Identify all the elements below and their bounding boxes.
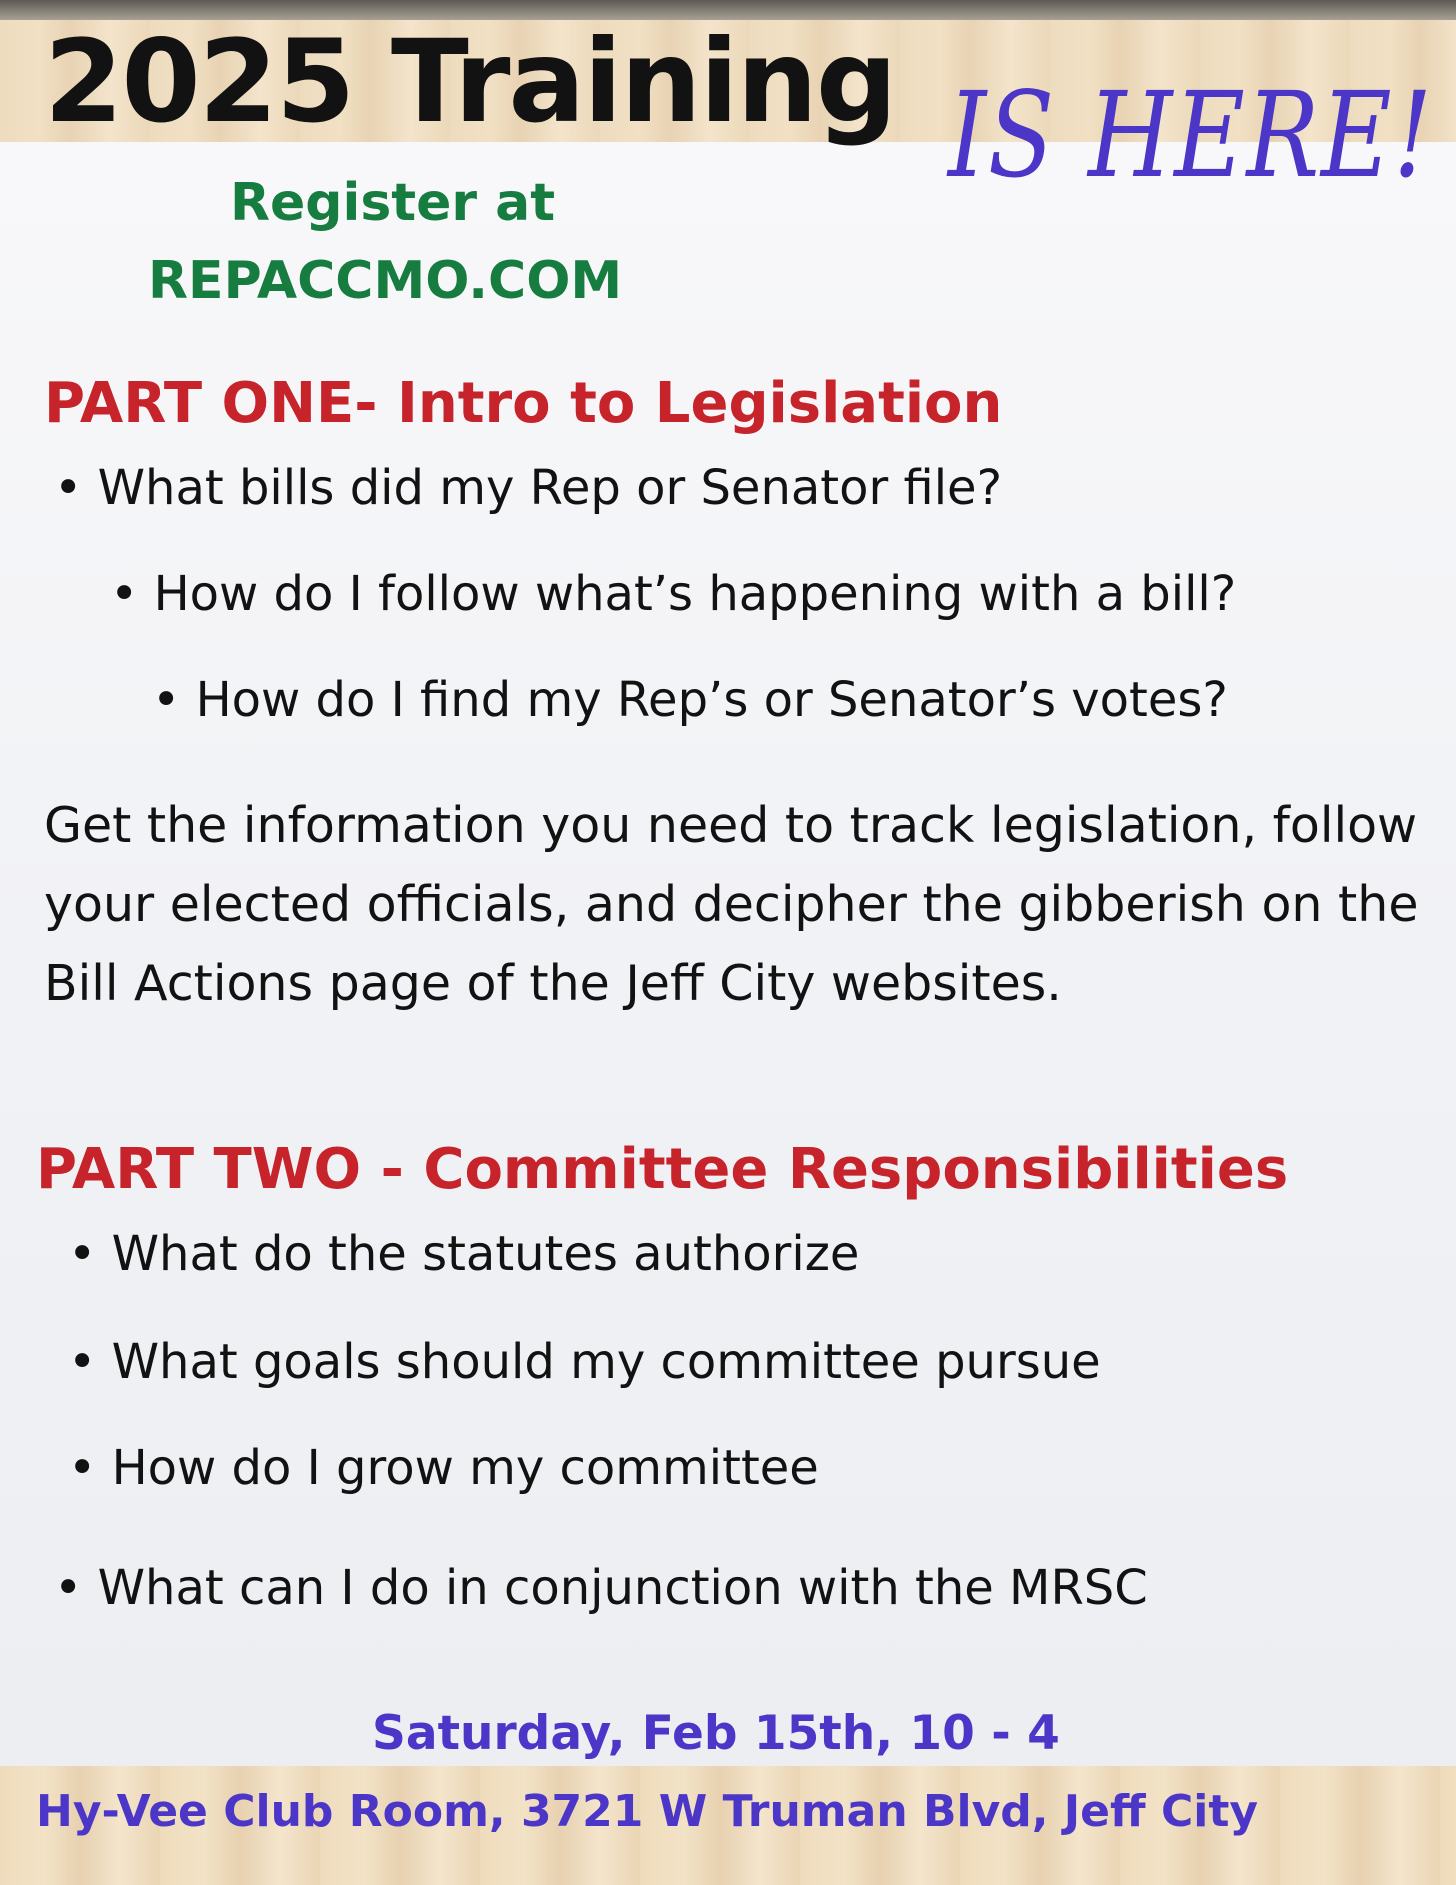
part-two-bullet: • What can I do in conjunction with the MRSC (54, 1560, 1148, 1616)
part-one-bullet: • How do I follow what’s happening with a bill? (110, 566, 1237, 622)
part-one-bullet: • What bills did my Rep or Senator file? (54, 460, 1003, 516)
event-date-time: Saturday, Feb 15th, 10 - 4 (372, 1706, 1060, 1761)
title-accent: IS HERE! (948, 66, 1434, 204)
part-two-heading: PART TWO - Committee Responsibilities (36, 1137, 1289, 1202)
register-website: REPACCMO.COM (148, 251, 623, 311)
part-one-bullet: • How do I find my Rep’s or Senator’s votes? (152, 672, 1228, 728)
part-two-bullet: • How do I grow my committee (68, 1440, 819, 1496)
part-one-description: Get the information you need to track legislation, follow your elected officials, and decipher the gibberish on the Bill Actions page of the Jeff City websites. (44, 797, 1419, 1012)
page-title: 2025 Training (44, 15, 896, 148)
part-one-heading: PART ONE- Intro to Legislation (44, 371, 1003, 436)
event-location: Hy-Vee Club Room, 3721 W Truman Blvd, Jeff City (36, 1786, 1259, 1837)
part-two-bullet: • What do the statutes authorize (68, 1226, 860, 1282)
part-two-bullet: • What goals should my committee pursue (68, 1334, 1101, 1390)
register-label: Register at (230, 173, 556, 233)
